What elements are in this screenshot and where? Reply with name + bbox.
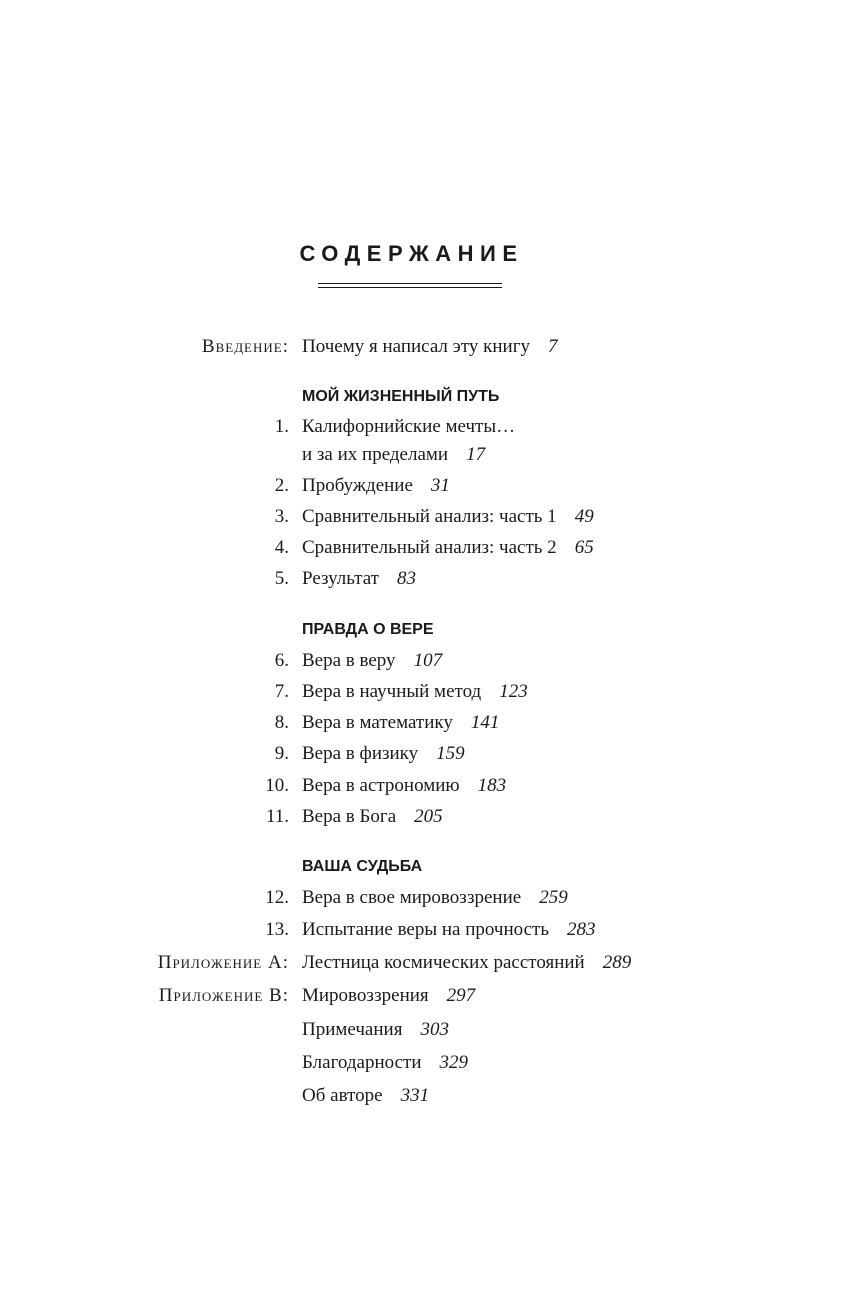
chapter-number: 10. [265,775,289,796]
toc-entry-continuation[interactable] [0,441,862,469]
intro-label: Введение: [201,336,289,357]
section-title: МОЙ ЖИЗНЕННЫЙ ПУТЬ [302,388,500,405]
page-number: 7 [547,336,558,357]
page-number: 17 [466,444,486,465]
chapter-title: Вера в математику 141 [302,712,500,733]
chapter-number: 3. [274,506,289,527]
back-matter-title: Примечания 303 [302,1019,449,1040]
toc-entry-appendix[interactable] [0,982,862,1010]
toc-entry-intro[interactable] [0,333,862,361]
section-title: ПРАВДА О ВЕРЕ [302,621,434,638]
toc-entry-appendix[interactable] [0,949,862,977]
appendix-label: Приложение A: [157,952,289,973]
page-number: 65 [574,537,594,558]
title-rule-bottom [318,287,502,288]
toc-entry[interactable] [0,884,862,912]
toc-entry[interactable] [0,534,862,562]
toc-entry[interactable] [0,740,862,768]
chapter-number: 9. [274,743,289,764]
chapter-number: 4. [274,537,289,558]
chapter-number: 11. [265,806,289,827]
appendix-title: Лестница космических расстояний 289 [302,952,632,973]
page-number: 123 [499,681,528,702]
toc-entry[interactable] [0,647,862,675]
chapter-title: Вера в Бога 205 [302,806,443,827]
toc-entry[interactable] [0,472,862,500]
chapter-number: 7. [274,681,289,702]
page-number: 141 [470,712,500,733]
page-number: 289 [602,952,632,973]
toc-entry[interactable] [0,413,862,441]
chapter-number: 8. [274,712,289,733]
chapter-title: Сравнительный анализ: часть 1 49 [302,506,594,527]
chapter-title: Испытание веры на прочность 283 [302,919,596,940]
section-title: ВАША СУДЬБА [302,858,423,875]
page-number: 159 [436,743,465,764]
page-number: 283 [567,919,596,940]
toc-entry[interactable] [0,503,862,531]
page-number: 183 [477,775,507,796]
page-number: 205 [414,806,443,827]
chapter-title-cont: и за их пределами 17 [302,444,486,465]
chapter-number: 1. [274,416,289,437]
page-number: 49 [574,506,594,527]
chapter-number: 13. [265,919,289,940]
chapter-title: Сравнительный анализ: часть 2 65 [302,537,594,558]
page-number: 303 [420,1019,449,1040]
chapter-title: Калифорнийские мечты… [302,416,516,437]
page-number: 107 [413,650,443,671]
chapter-number: 6. [274,650,289,671]
chapter-title: Вера в астрономию 183 [302,775,507,796]
toc-entry-back-matter[interactable] [0,1049,862,1077]
appendix-title: Мировоззрения 297 [302,985,476,1006]
chapter-title: Вера в физику 159 [302,743,465,764]
toc-entry[interactable] [0,565,862,593]
toc-entry[interactable] [0,709,862,737]
page-number: 297 [446,985,476,1006]
chapter-number: 5. [274,568,289,589]
toc-entry[interactable] [0,916,862,944]
back-matter-title: Об авторе 331 [302,1085,430,1106]
chapter-title: Вера в научный метод 123 [302,681,528,702]
chapter-number: 2. [274,475,289,496]
intro-text: Почему я написал эту книгу 7 [302,336,558,357]
page-number: 31 [430,475,450,496]
toc-entry[interactable] [0,803,862,831]
toc-title: СОДЕРЖАНИЕ [299,241,524,266]
page-number: 83 [396,568,416,589]
title-rule-top [318,283,502,284]
toc-entry-back-matter[interactable] [0,1082,862,1110]
toc-entry-back-matter[interactable] [0,1016,862,1044]
page-number: 331 [400,1085,430,1106]
page-number: 329 [439,1052,468,1073]
chapter-number: 12. [265,887,289,908]
chapter-title: Результат 83 [302,568,416,589]
appendix-label: Приложение B: [158,985,289,1006]
page-number: 259 [539,887,568,908]
chapter-title: Вера в свое мировоззрение 259 [302,887,568,908]
toc-entry[interactable] [0,678,862,706]
back-matter-title: Благодарности 329 [302,1052,468,1073]
toc-entry[interactable] [0,772,862,800]
chapter-title: Пробуждение 31 [302,475,450,496]
chapter-title: Вера в веру 107 [302,650,443,671]
